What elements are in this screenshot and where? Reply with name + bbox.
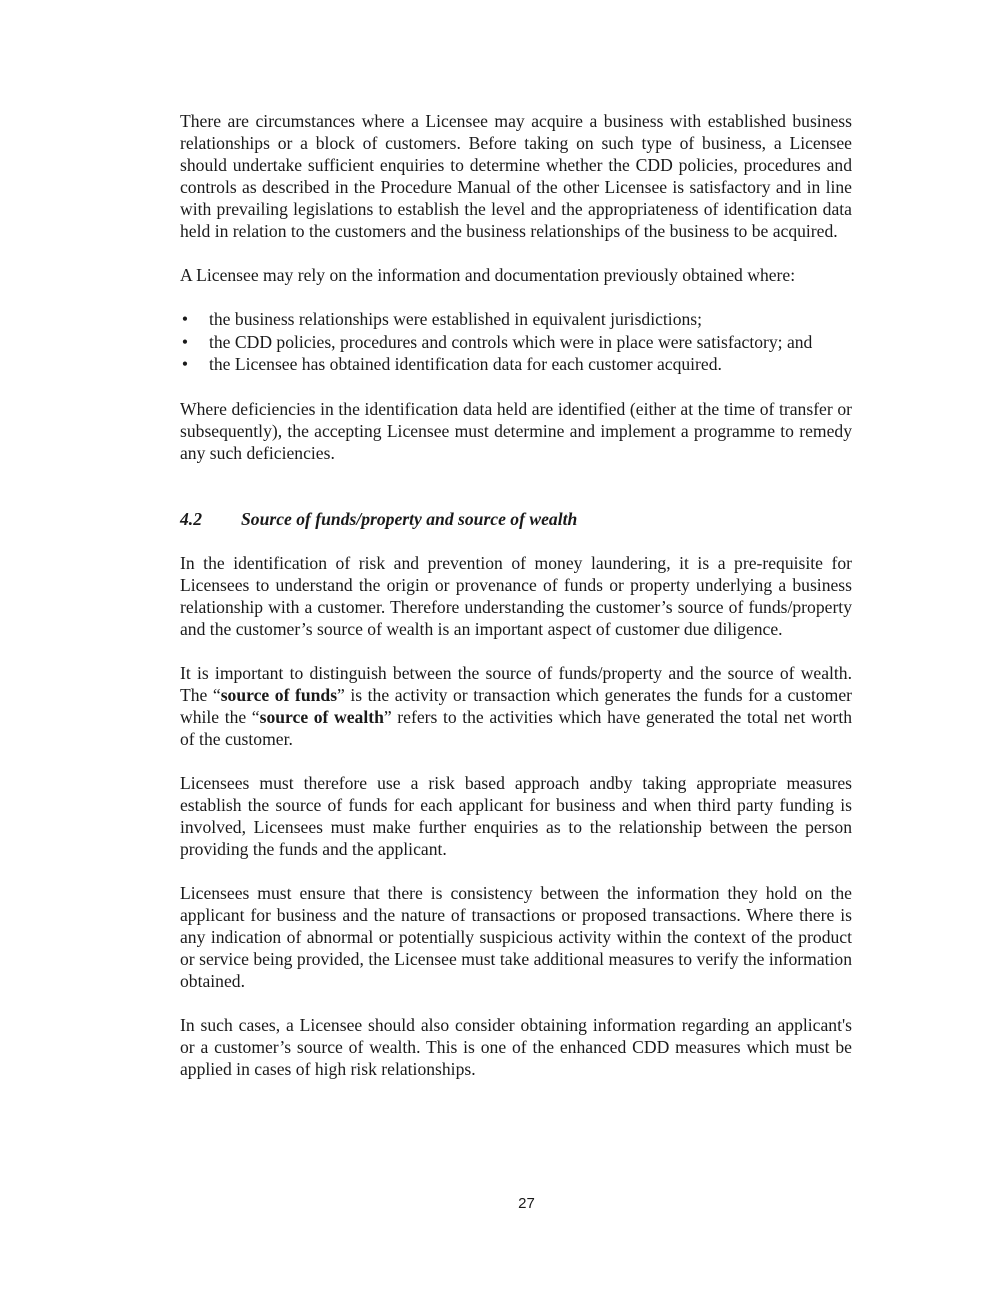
text-segment: It is important to distinguish between the source of funds/property and the source of wealth. The “ [180,662,852,705]
list-item-text: the CDD policies, procedures and controls which were in place were satisfactory; and [209,331,813,352]
paragraph-risk-based-approach: Licensees must therefore use a risk based approach andby taking appropriate measures establish the source of funds for each applicant for business and when third party funding is involved, Licensees must make further enquiries as to the relationship between the person providing the funds and the applicant. [180,772,852,859]
page-number: 27 [518,1195,535,1212]
paragraph-reliance-intro: A Licensee may rely on the information and documentation previously obtained where: [180,265,796,285]
paragraph-deficiencies: Where deficiencies in the identification data held are identified (either at the time of transfer or subsequently), the accepting Licensee must determine and implement a programme to remedy any such deficiencies. [180,398,852,463]
list-item [180,353,852,376]
paragraph-enhanced-cdd: In such cases, a Licensee should also consider obtaining information regarding an applicant's or a customer’s source of wealth. This is one of the enhanced CDD measures which must be applied in cases of high risk relationships. [180,1014,852,1079]
bullet-icon: • [181,309,189,329]
list-item [180,331,852,354]
paragraph-origin-of-funds: In the identification of risk and prevention of money laundering, it is a pre-requisite for Licensees to understand the origin or provenance of funds or property underlying a business relationship with a customer. Therefore understanding the customer’s source of funds/property and the customer’s source of wealth is an important aspect of customer due diligence. [180,552,852,639]
paragraph-acquired-business: There are circumstances where a Licensee may acquire a business with established business relationships or a block of customers. Before taking on such type of business, a Licensee should undertake sufficient enquiries to determine whether the CDD policies, procedures and controls as described in the Procedure Manual of the other Licensee is satisfactory and in line with prevailing legislations to establish the level and the appropriateness of identification data held in relation to the customers and the business relationships of the business to be acquired. [180,111,852,241]
section-heading [180,508,852,530]
section-number: 4.2 [180,508,202,529]
term-source-of-wealth: source of wealth [259,706,384,727]
reliance-conditions-list [180,308,852,376]
text-segment: ” is the activity or transaction which generates the funds for a customer while the “ [180,684,852,727]
list-item [180,308,852,331]
document-body [180,110,852,1080]
text-segment: ” refers to the activities which have generated the total net worth of the customer. [180,706,852,749]
bullet-icon: • [181,331,189,352]
list-item-text: the Licensee has obtained identification data for each customer acquired. [209,354,722,374]
bullet-icon: • [181,354,189,374]
term-source-of-funds: source of funds [220,684,338,705]
paragraph-consistency: Licensees must ensure that there is consistency between the information they hold on the applicant for business and the nature of transactions or proposed transactions. Where there is any indication of abnormal or potentially suspicious activity within the context of the product or service being provided, the Licensee must take additional measures to verify the information obtained. [180,882,852,991]
list-item-text: the business relationships were established in equivalent jurisdictions; [209,309,703,329]
paragraph-distinguish-sources [180,662,852,750]
section-title: Source of funds/property and source of wealth [241,508,578,529]
